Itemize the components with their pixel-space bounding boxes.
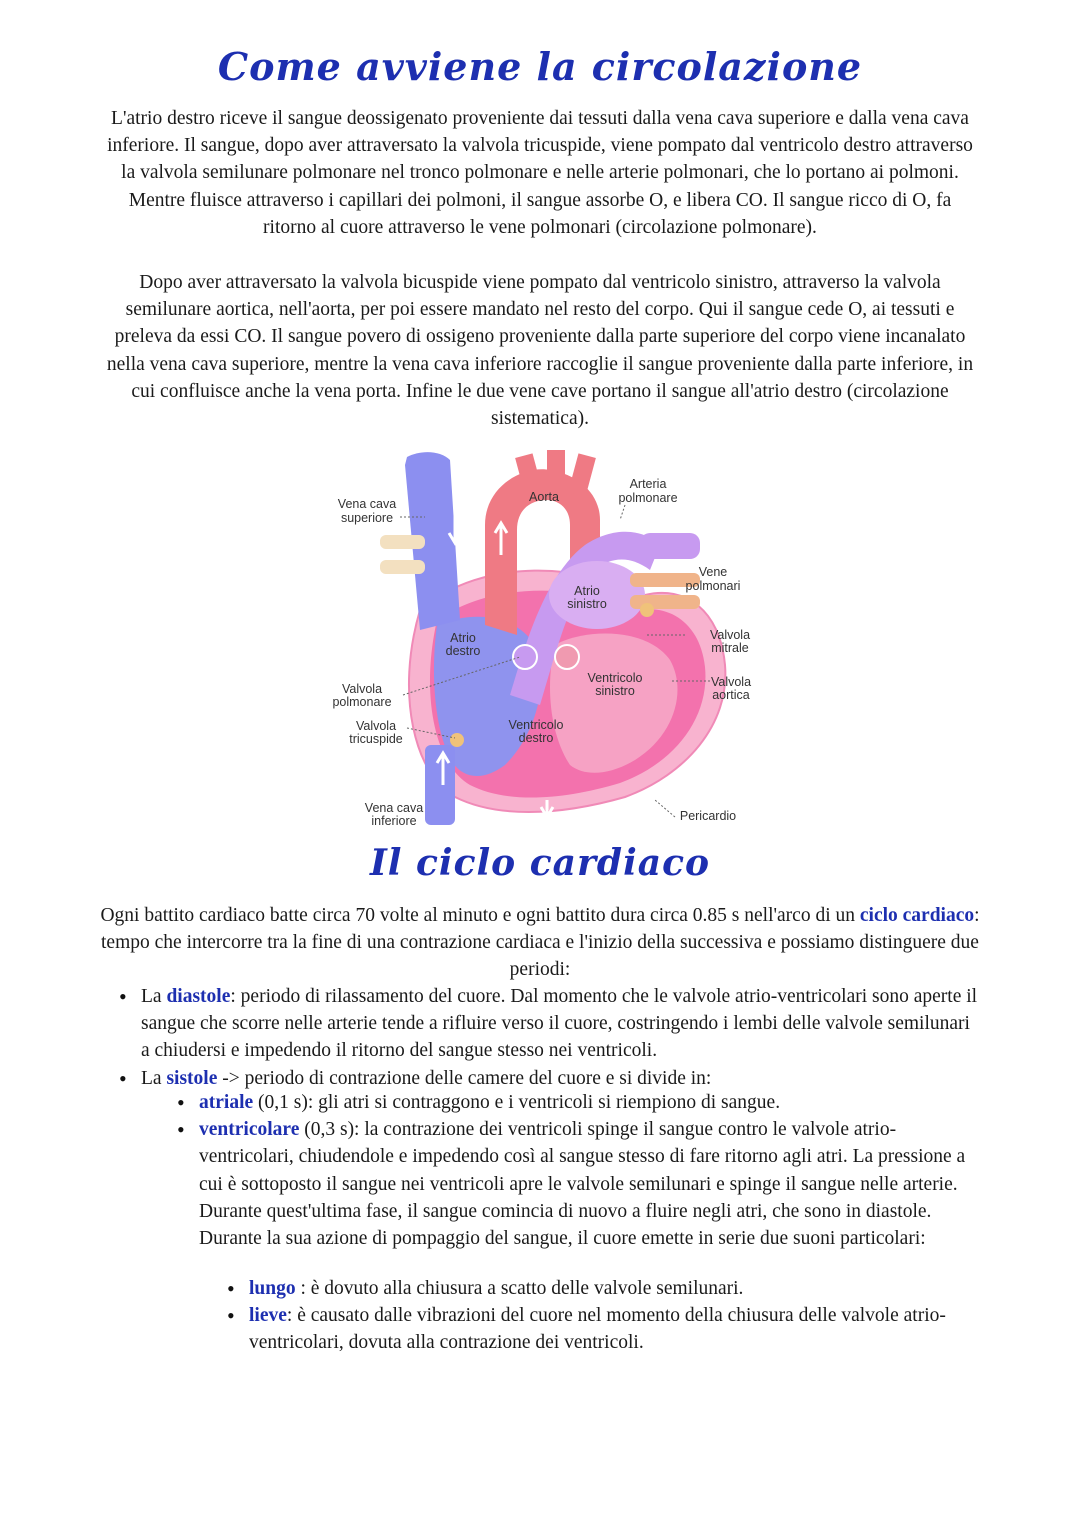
pulmonary-artery-right: [640, 533, 700, 559]
section-title-circolazione: Come avviene la circolazione: [217, 44, 863, 89]
label-aorta: Aorta: [529, 490, 559, 504]
list-item-diastole: • La diastole: periodo di rilassamento del cuore. Dal momento che le valvole atrio-ventricolari sono aperte il sangue che scorre nelle arterie tende a rifluire verso il cuore, costringendo i lembi delle valvole semilunari a chiudersi e impedendo il ritorno del sangue stesso nei ventricoli.: [141, 983, 981, 1065]
label-ventricolo-sinistro-2: sinistro: [595, 684, 635, 698]
keyword-diastole: diastole: [166, 986, 231, 1007]
list-item-atriale: • atriale (0,1 s): gli atri si contraggono e i ventricoli si riempiono di sangue.: [199, 1089, 989, 1116]
label-valvola-aortica-1: Valvola: [710, 675, 752, 689]
aorta-branch-2: [547, 450, 565, 490]
label-valvola-mitrale-1: Valvola: [709, 628, 751, 642]
list-item-lungo: • lungo : è dovuto alla chiusura a scatto delle valvole semilunari.: [249, 1275, 969, 1302]
label-ventricolo-destro-1: Ventricolo: [508, 718, 564, 732]
label-vena-cava-inferiore-2: inferiore: [371, 814, 417, 828]
heart-diagram: [325, 445, 765, 835]
pulmonary-valve: [513, 645, 537, 669]
keyword-lungo: lungo: [249, 1278, 296, 1299]
pulmonary-vein-left-2: [380, 560, 425, 574]
label-pericardio: Pericardio: [679, 809, 737, 823]
heart-sounds-list: [249, 1275, 969, 1357]
label-valvola-tricuspide-2: tricuspide: [349, 732, 403, 746]
label-vene-polmonari-1: Vene: [698, 565, 728, 579]
sistole-phases-list: [199, 1089, 989, 1252]
keyword-lieve: lieve: [249, 1305, 287, 1327]
label-valvola-mitrale-2: mitrale: [711, 641, 749, 655]
label-atrio-destro-1: Atrio: [450, 631, 476, 645]
keyword-ventricolare: ventricolare: [199, 1119, 300, 1141]
label-vene-polmonari-2: polmonari: [685, 579, 741, 593]
list-item-lieve: • lieve: è causato dalle vibrazioni del cuore nel momento della chiusura delle valvole atrio-ventricolari, dovuta alla contrazione dei ventricoli.: [249, 1302, 969, 1356]
label-arteria-polmonare-1: Arteria: [629, 477, 667, 491]
section-title-ciclo-cardiaco: Il ciclo cardiaco: [369, 842, 711, 884]
label-vena-cava-superiore-1: Vena cava: [337, 497, 397, 511]
keyword-sistole: sistole: [166, 1067, 218, 1089]
aortic-valve: [555, 645, 579, 669]
label-arteria-polmonare-2: polmonare: [618, 491, 678, 505]
list-item-ventricolare: • ventricolare (0,3 s): la contrazione dei ventricoli spinge il sangue contro le valvole atrio-ventricolari, chiudendole e impedendo così al sangue stesso di fare ritorno agli atri. La pressione a cui è sottoposto il sangue nei ventricoli apre le valvole semilunari e spinge il sangue nelle arterie. Durante quest'ultima fase, il sangue comincia di nuovo a fluire negli atri, che sono in diastole. Durante la sua azione di pompaggio del sangue, il cuore emette in serie due suoni particolari:: [199, 1116, 989, 1252]
paragraph-circolazione-sistematica: Dopo aver attraversato la valvola bicuspide viene pompato dal ventricolo sinistro, attraverso la valvola semilunare aortica, nell'aorta, per poi essere mandato nel resto del corpo. Qui il sangue cede O, ai tessuti e preleva da essi CO. Il sangue povero di ossigeno proveniente dalla parte superiore del corpo viene incanalato nella vena cava superiore, mentre la vena cava inferiore raccoglie il sangue proveniente dalla parte inferiore, in cui confluisce anche la vena porta. Infine le due vene cave portano il sangue all'atrio destro (circolazione sistematica).: [106, 272, 974, 430]
label-ventricolo-sinistro-1: Ventricolo: [587, 671, 643, 685]
label-vena-cava-superiore-2: superiore: [340, 511, 394, 525]
tricuspid-valve: [450, 733, 464, 747]
aorta-branch-3: [568, 453, 596, 496]
label-atrio-destro-2: destro: [445, 644, 481, 658]
keyword-ciclo-cardiaco: ciclo cardiaco: [859, 905, 975, 926]
label-valvola-tricuspide-1: Valvola: [355, 719, 397, 733]
label-valvola-polmonare-1: Valvola: [341, 682, 383, 696]
pulmonary-vein-2: [630, 595, 700, 609]
list-item-sistole: • La sistole -> periodo di contrazione delle camere del cuore e si divide in:: [141, 1065, 981, 1092]
paragraph-ciclo-cardiaco-intro: Ogni battito cardiaco batte circa 70 volte al minuto e ogni battito dura circa 0.85 s nell'arco di un ciclo cardiaco: tempo che intercorre tra la fine di una contrazione cardiaca e l'inizio della successiva e possiamo distinguere due periodi:: [100, 905, 980, 981]
keyword-atriale: atriale: [199, 1092, 254, 1113]
label-vena-cava-inferiore-1: Vena cava: [364, 801, 424, 815]
periodi-list: [141, 983, 981, 1092]
label-atrio-sinistro-1: Atrio: [574, 584, 600, 598]
label-valvola-polmonare-2: polmonare: [332, 695, 392, 709]
label-atrio-sinistro-2: sinistro: [567, 597, 607, 611]
label-valvola-aortica-2: aortica: [712, 688, 750, 702]
paragraph-circolazione-polmonare: L'atrio destro riceve il sangue deossigenato proveniente dai tessuti dalla vena cava superiore e dalla vena cava inferiore. Il sangue, dopo aver attraversato la valvola tricuspide, viene pompato dal ventricolo destro attraverso la valvola semilunare polmonare nel tronco polmonare e nelle arterie polmonari, che lo portano ai polmoni. Mentre fluisce attraverso i capillari dei polmoni, il sangue assorbe O, e libera CO. Il sangue ricco di O, fa ritorno al cuore attraverso le vene polmonari (circolazione polmonare).: [107, 108, 973, 238]
mitral-valve: [640, 603, 654, 617]
pulmonary-vein-left: [380, 535, 425, 549]
label-ventricolo-destro-2: destro: [518, 731, 554, 745]
